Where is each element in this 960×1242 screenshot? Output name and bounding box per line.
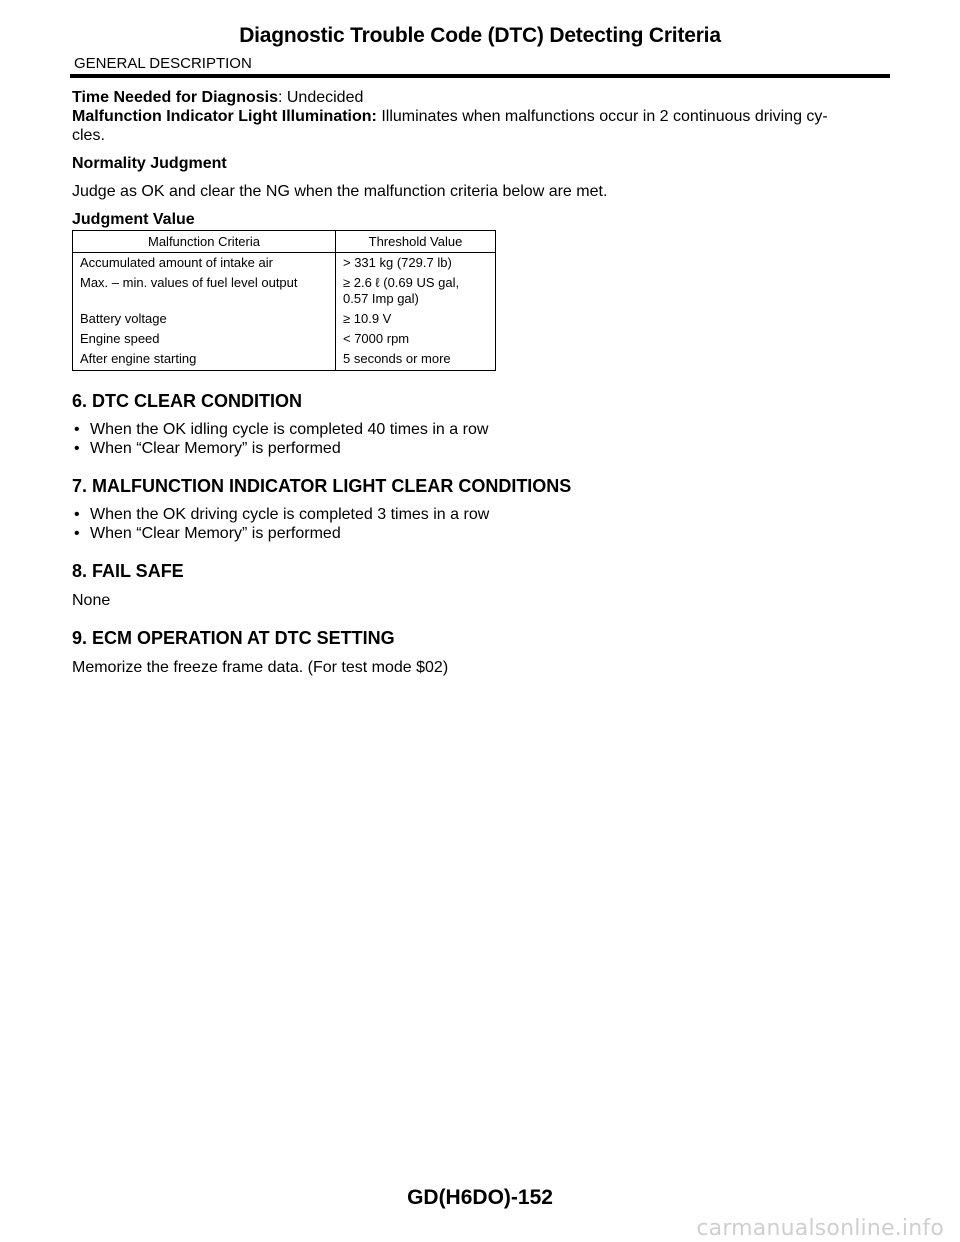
column-header-criteria: Malfunction Criteria [73, 231, 336, 253]
judgment-value-table [72, 230, 496, 371]
page-content [72, 88, 892, 677]
header-rule [70, 74, 890, 78]
criteria-cell: Engine speed [73, 329, 336, 349]
bullet-icon: • [74, 506, 80, 523]
list-item [72, 420, 892, 439]
section-label: GENERAL DESCRIPTION [74, 55, 252, 72]
threshold-cell: 5 seconds or more [336, 349, 496, 371]
mil-illumination-value: Illuminates when malfunctions occur in 2 continuous driving cy- [381, 108, 828, 125]
criteria-cell: Accumulated amount of intake air [73, 253, 336, 274]
normality-judgment-text: Judge as OK and clear the NG when the malfunction criteria below are met. [72, 183, 608, 200]
page-title: Diagnostic Trouble Code (DTC) Detecting Criteria [239, 24, 721, 47]
list-item [72, 505, 892, 524]
bullet-icon: • [74, 421, 80, 438]
watermark: carmanualsonline.info [696, 1216, 944, 1241]
table-row [73, 349, 496, 371]
list-item-text: When “Clear Memory” is performed [90, 525, 341, 542]
time-needed-line [72, 88, 892, 107]
threshold-cell: > 331 kg (729.7 lb) [336, 253, 496, 274]
column-header-threshold: Threshold Value [336, 231, 496, 253]
threshold-line: ≥ 2.6 ℓ (0.69 US gal, [343, 275, 460, 290]
bullet-icon: • [74, 525, 80, 542]
table-row [73, 253, 496, 274]
section-6-list [72, 420, 892, 458]
page-footer-code: GD(H6DO)-152 [407, 1186, 553, 1209]
list-item-text: When the OK driving cycle is completed 3 times in a row [90, 506, 490, 523]
section-7-heading: 7. MALFUNCTION INDICATOR LIGHT CLEAR CONDITIONS [72, 476, 572, 496]
section-8-text: None [72, 592, 111, 609]
section-8-heading: 8. FAIL SAFE [72, 561, 184, 581]
table-row [73, 309, 496, 329]
mil-illumination-label: Malfunction Indicator Light Illumination: [72, 108, 377, 125]
table-header-row [73, 231, 496, 253]
threshold-line: 0.57 Imp gal) [343, 291, 419, 306]
mil-illumination-continuation: cles. [72, 127, 105, 144]
judgment-value-title: Judgment Value [72, 211, 195, 228]
criteria-cell: Max. – min. values of fuel level output [73, 273, 336, 309]
list-item-text: When “Clear Memory” is performed [90, 440, 341, 457]
threshold-cell: < 7000 rpm [336, 329, 496, 349]
criteria-cell: Battery voltage [73, 309, 336, 329]
section-6-heading: 6. DTC CLEAR CONDITION [72, 391, 303, 411]
bullet-icon: • [74, 440, 80, 457]
mil-illumination-line [72, 107, 892, 126]
list-item [72, 439, 892, 458]
section-9-heading: 9. ECM OPERATION AT DTC SETTING [72, 628, 395, 648]
section-7-list [72, 505, 892, 543]
list-item [72, 524, 892, 543]
criteria-cell: After engine starting [73, 349, 336, 371]
list-item-text: When the OK idling cycle is completed 40 times in a row [90, 421, 489, 438]
table-row [73, 329, 496, 349]
threshold-cell [336, 273, 496, 309]
time-needed-label: Time Needed for Diagnosis [72, 89, 278, 106]
normality-judgment-title: Normality Judgment [72, 155, 227, 172]
time-needed-value: : Undecided [277, 89, 364, 106]
table-row [73, 273, 496, 309]
section-9-text: Memorize the freeze frame data. (For test mode $02) [72, 659, 449, 676]
threshold-cell: ≥ 10.9 V [336, 309, 496, 329]
